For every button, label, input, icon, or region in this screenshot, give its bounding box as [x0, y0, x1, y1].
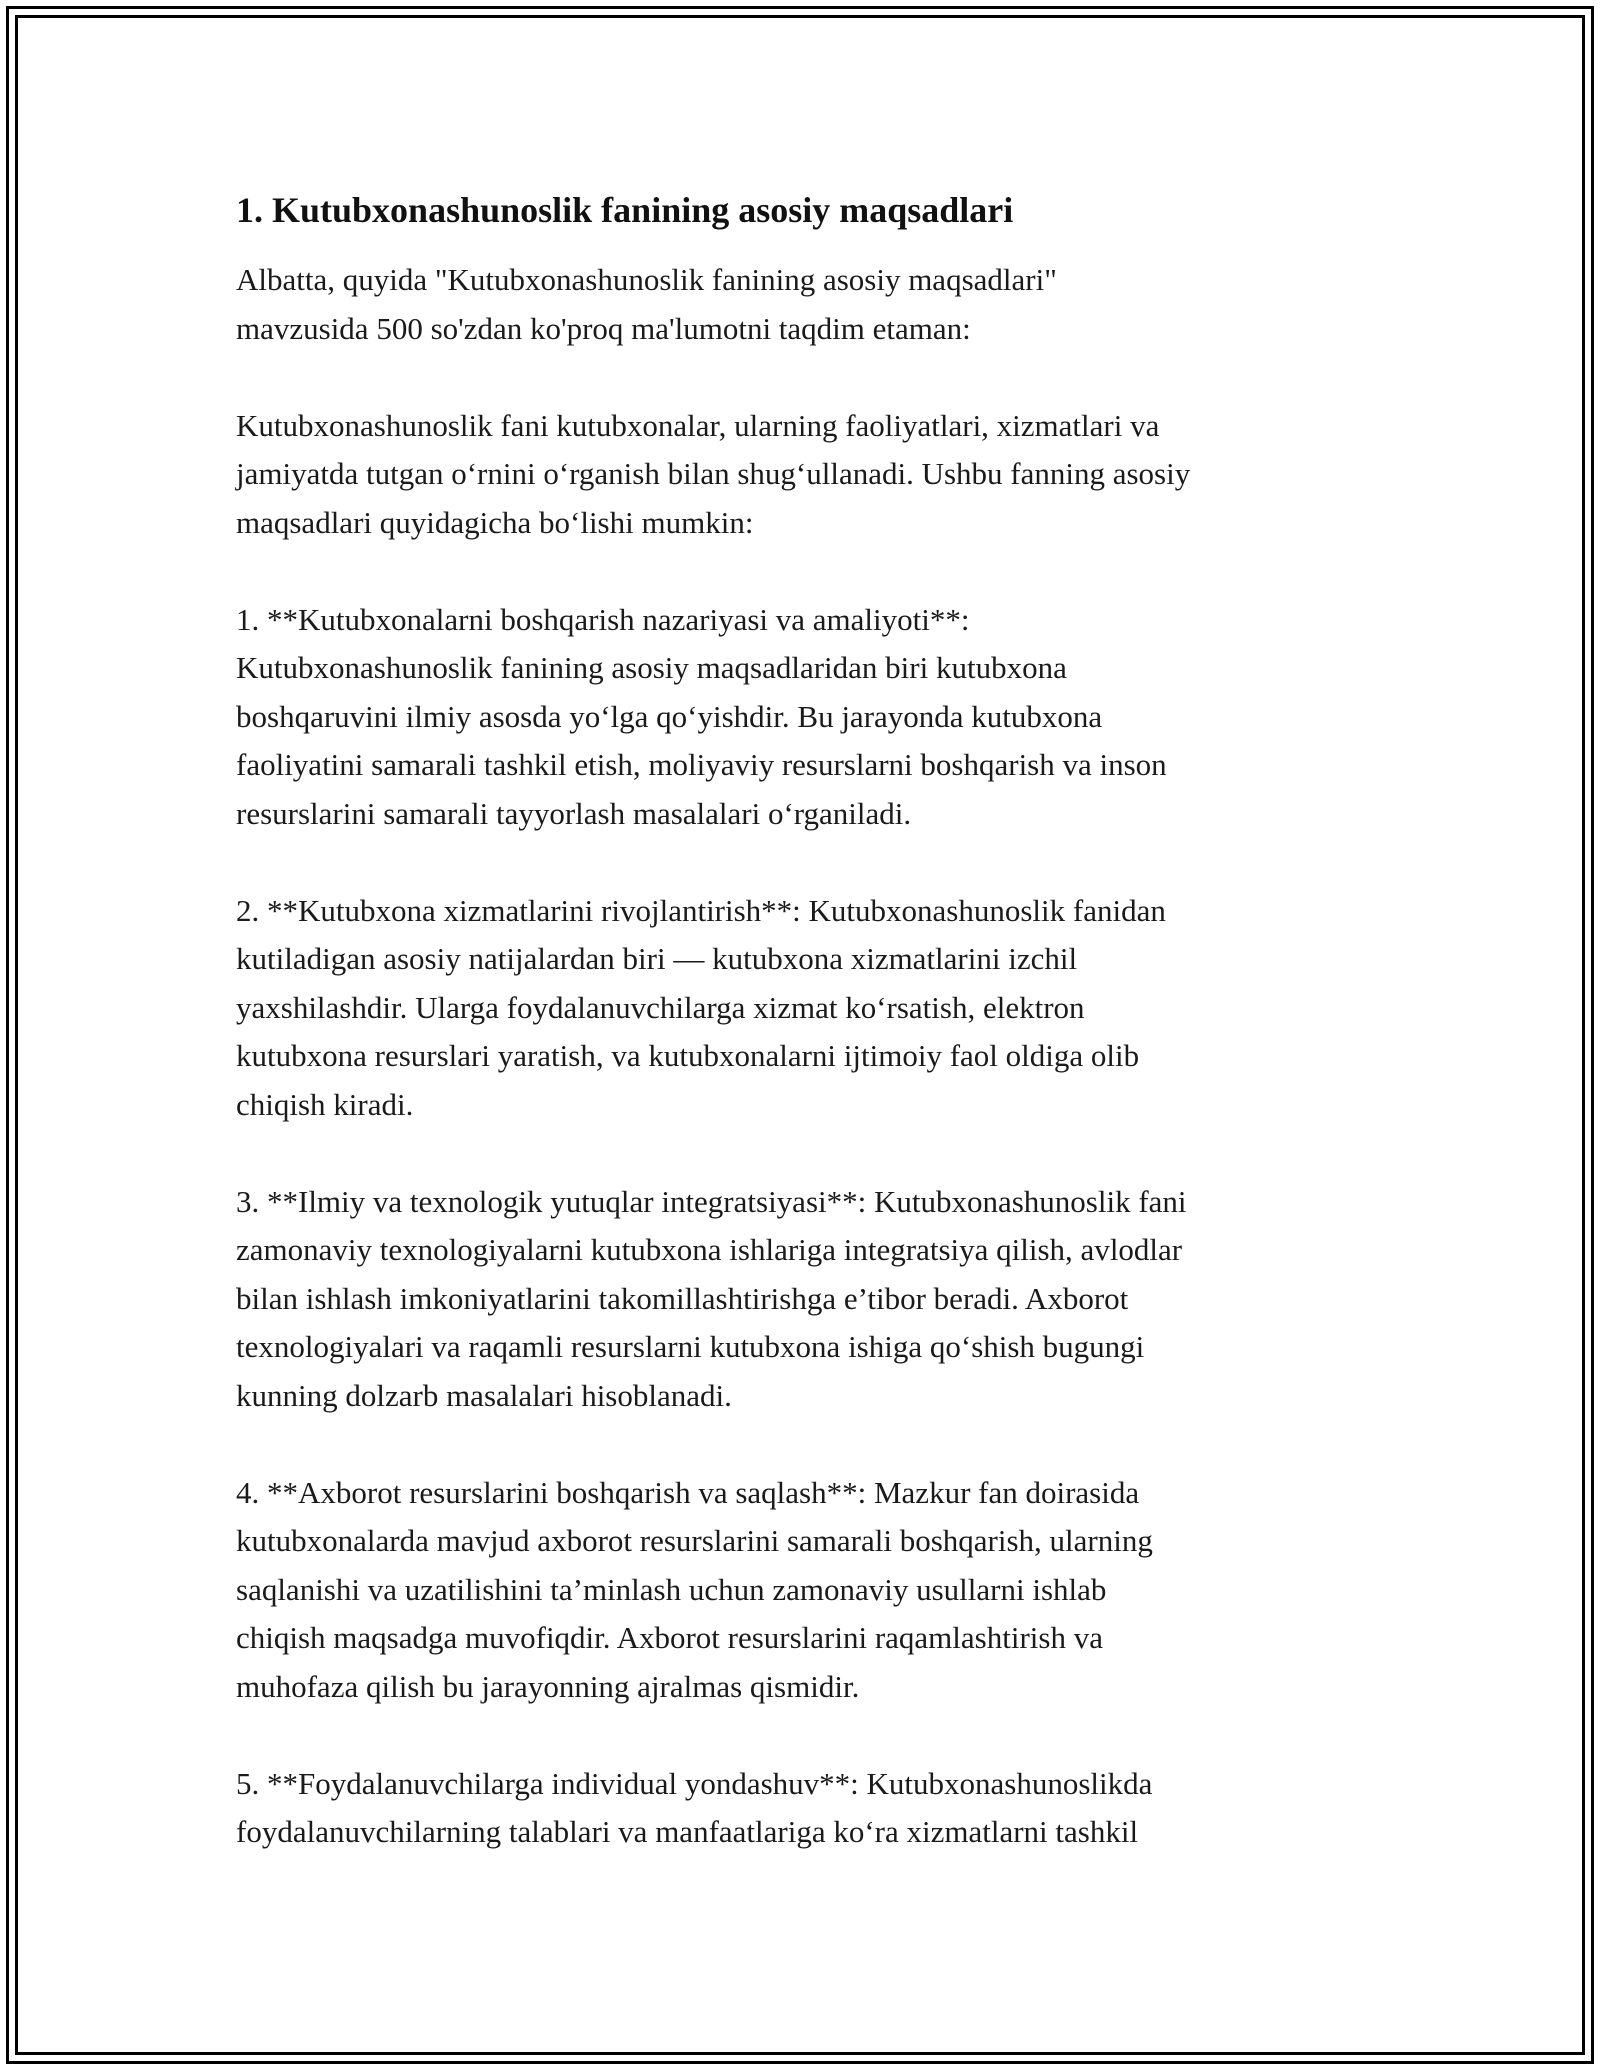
- goal-4-paragraph: 4. **Axborot resurslarini boshqarish va saqlash**: Mazkur fan doirasida kutubxonalarda mavjud axborot resurslarini samarali boshqarish, ularning saqlanishi va uzatilishini ta’minlash uchun zamonaviy usullarni ishlab chiqish maqsadga muvofiqdir. Axborot resurslarini raqamlashtirish va muhofaza qilish bu jarayonning ajralmas qismidir.: [236, 1474, 1153, 1704]
- intro-paragraph: Albatta, quyida "Kutubxonashunoslik fanining asosiy maqsadlari" mavzusida 500 so'zdan ko'proq ma'lumotni taqdim etaman:: [236, 262, 1057, 346]
- goal-2-paragraph: 2. **Kutubxona xizmatlarini rivojlantirish**: Kutubxonashunoslik fanidan kutiladigan asosiy natijalardan biri — kutubxona xizmatlarini izchil yaxshilashdir. Ularga foydalanuvchilarga xizmat koʻrsatish, elektron kutubxona resurslari yaratish, va kutubxonalarni ijtimoiy faol oldiga olib chiqish kiradi.: [236, 892, 1166, 1122]
- document-body: [236, 186, 1386, 1905]
- document-title: 1. Kutubxonashunoslik fanining asosiy maqsadlari: [236, 190, 1014, 230]
- overview-paragraph: Kutubxonashunoslik fani kutubxonalar, ularning faoliyatlari, xizmatlari va jamiyatda tutgan oʻrnini oʻrganish bilan shugʻullanadi. Ushbu fanning asosiy maqsadlari quyidagicha boʻlishi mumkin:: [236, 407, 1191, 540]
- goal-1-paragraph: 1. **Kutubxonalarni boshqarish nazariyasi va amaliyoti**: Kutubxonashunoslik fanining asosiy maqsadlaridan biri kutubxona boshqaruvini ilmiy asosda yoʻlga qoʻyishdir. Bu jarayonda kutubxona faoliyatini samarali tashkil etish, moliyaviy resurslarni boshqarish va inson resurslarini samarali tayyorlash masalalari oʻrganiladi.: [236, 601, 1167, 831]
- goal-3-paragraph: 3. **Ilmiy va texnologik yutuqlar integratsiyasi**: Kutubxonashunoslik fani zamonaviy texnologiyalarni kutubxona ishlariga integratsiya qilish, avlodlar bilan ishlash imkoniyatlarini takomillashtirishga e’tibor beradi. Axborot texnologiyalari va raqamli resurslarni kutubxona ishiga qoʻshish bugungi kunning dolzarb masalalari hisoblanadi.: [236, 1183, 1187, 1413]
- goal-5-paragraph: 5. **Foydalanuvchilarga individual yondashuv**: Kutubxonashunoslikda foydalanuvchilarning talablari va manfaatlariga koʻra xizmatlarni tashkil: [236, 1765, 1153, 1849]
